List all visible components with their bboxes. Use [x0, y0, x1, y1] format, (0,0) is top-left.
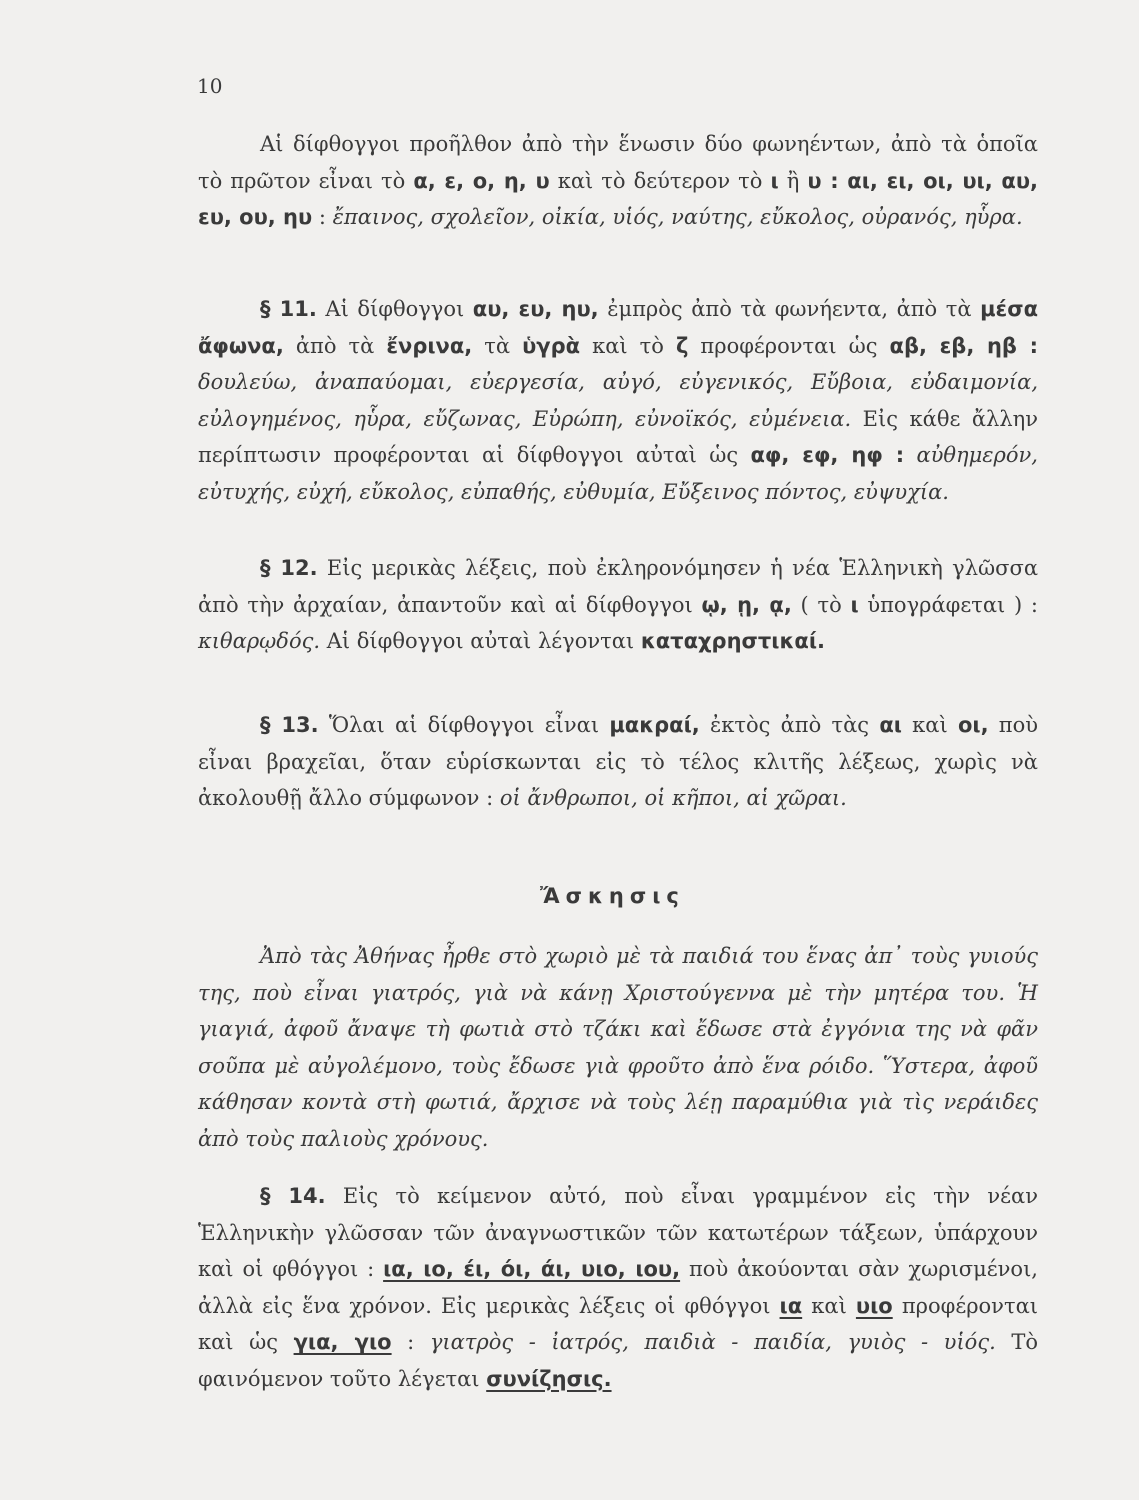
examples: αὐθημερόν, εὐτυχής, εὐχή, εὔκολος, εὐπαθής, εὐθυμία, Εὔξεινος πόντος, εὐψυχία.: [198, 443, 1038, 504]
bold-term: αυ, ευ, ηυ,: [472, 297, 599, 321]
section-11: [198, 291, 1038, 510]
bold-term: ζ: [675, 333, 689, 358]
bold-term: μακραί,: [609, 713, 700, 737]
section-12: [198, 550, 1038, 660]
text: ( τὸ: [791, 592, 851, 617]
bold-term: συνίζησις.: [486, 1366, 612, 1391]
text: ἐκτὸς ἀπὸ τὰς: [699, 713, 880, 737]
text: καὶ: [901, 713, 958, 737]
examples: κιθαρῳδός.: [198, 629, 321, 653]
text: Εἰς κάθε ἄλλην περίπτωσιν προφέρονται αἱ δίφθογγοι αὐταὶ ὡς: [198, 406, 1038, 467]
bold-term: ια, ιο, έι, όι, άι, υιο, ιου,: [383, 1257, 681, 1281]
paragraph-diphthongs-intro: [198, 126, 1038, 236]
text: Αἱ δίφθογγοι αὐταὶ λέγονται: [320, 629, 641, 653]
examples: γιατρὸς - ἰατρός, παιδιὰ - παιδία, γυιὸς - υἱός.: [429, 1330, 996, 1354]
bold-term: ῳ, ῃ, ᾳ,: [701, 592, 792, 617]
text: τὰ: [472, 333, 523, 358]
bold-term: ι: [770, 168, 779, 193]
bold-term: οι,: [957, 713, 989, 737]
text: ποὺ εἶναι βραχεῖαι, ὅταν εὑρίσκωνται εἰς τὸ τέλος κλιτῆς λέξεως, χωρὶς νὰ ἀκολουθῇ ἄλλο σύμφωνον :: [198, 713, 1039, 810]
section-13: [198, 707, 1038, 817]
exercise-heading: Ἄσκησις: [540, 884, 685, 908]
bold-term: υ : αι, ει, οι, υι, αυ, ευ, ου, ηυ: [198, 168, 1038, 229]
exercise-text: Ἀπὸ τὰς Ἀθήνας ἦρθε στὸ χωριὸ μὲ τὰ παιδιά του ἕνας ἀπ᾽ τοὺς γυιούς της, ποὺ εἶναι γιατρός, γιὰ νὰ κάνῃ Χριστούγεννα μὲ τὴν μητέρα του. Ἡ γιαγιά, ἀφοῦ ἄναψε τὴ φωτιὰ στὸ τζάκι καὶ ἔδωσε στὰ ἐγγόνια της νὰ φᾶν σοῦπα μὲ αὐγολέμονο, τοὺς ἔδωσε γιὰ φροῦτο ἀπὸ ἕνα ρόιδο. Ὕστερα, ἀφοῦ κάθησαν κοντὰ στὴ φωτιά, ἄρχισε νὰ τοὺς λέῃ παραμύθια γιὰ τὶς νεράιδες ἀπὸ τοὺς παλιοὺς χρόνους.: [198, 944, 1038, 1151]
text: ἀπὸ τὰ: [283, 333, 387, 358]
bold-term: ὑγρὰ: [522, 333, 581, 358]
bold-term: ια: [779, 1293, 803, 1318]
section-number: § 12.: [260, 556, 318, 580]
section-14: [198, 1178, 1038, 1397]
text: προφέρονται καὶ ὡς: [198, 1293, 1038, 1354]
text: ποὺ ἀκούονται σὰν χωρισμένοι, ἀλλὰ εἰς ἕνα χρόνον. Εἰς μερικὰς λέξεις οἱ φθόγγοι: [198, 1257, 1038, 1318]
bold-term: α, ε, ο, η, υ: [413, 168, 550, 193]
examples: δουλεύω, ἀναπαύομαι, εὐεργεσία, αὐγό, εὐγενικός, Εὔβοια, εὐδαιμονία, εὐλογημένος, ηὗρα, εὔζωνας, Εὐρώπη, εὐνοϊκός, εὐμένεια.: [198, 370, 1038, 431]
bold-term: αι: [879, 713, 902, 737]
bold-term: αφ, εφ, ηφ :: [750, 443, 905, 467]
text: Εἰς μερικὰς λέξεις, ποὺ ἐκληρονόμησεν ἡ νέα Ἑλληνικὴ γλῶσσα ἀπὸ τὴν ἀρχαίαν, ἀπαντοῦν καὶ αἱ δίφθογγοι: [198, 556, 1038, 617]
bold-term: ἔνρινα,: [386, 333, 473, 358]
examples: ἔπαινος, σχολεῖον, οἰκία, υἱός, ναύτης, εὔκολος, οὐρανός, ηὗρα.: [332, 205, 1023, 229]
text: καὶ τὸ δεύτερον τὸ: [549, 168, 771, 193]
text: προφέρονται ὡς: [688, 333, 890, 358]
text: :: [391, 1330, 430, 1354]
bold-term: καταχρηστικαί.: [640, 629, 825, 653]
section-number: § 14.: [260, 1184, 326, 1208]
text: ἐμπρὸς ἀπὸ τὰ φωνήεντα, ἀπὸ τὰ: [598, 297, 981, 321]
text: ὑπογράφεται ) :: [858, 592, 1038, 617]
text: Ὅλαι αἱ δίφθογγοι εἶναι: [318, 713, 610, 737]
text: :: [312, 205, 333, 229]
bold-term: ι: [850, 592, 859, 617]
text: ἢ: [778, 168, 808, 193]
bold-term: αβ, εβ, ηβ :: [889, 333, 1039, 358]
bold-term: μέσα ἄφωνα,: [198, 297, 1039, 358]
bold-term: για, γιο: [293, 1330, 392, 1354]
section-number: § 11.: [260, 297, 317, 321]
text: καὶ: [802, 1293, 856, 1318]
page-number: 10: [197, 74, 223, 98]
text: Αἱ δίφθογγοι προῆλθον ἀπὸ τὴν ἕνωσιν δύο φωνηέντων, ἀπὸ τὰ ὁποῖα τὸ πρῶτον εἶναι τὸ: [198, 132, 1038, 193]
text: Εἰς τὸ κείμενον αὐτό, ποὺ εἶναι γραμμένον εἰς τὴν νέαν Ἑλληνικὴν γλῶσσαν τῶν ἀναγνωστικῶν τῶν κατωτέρων τάξεων, ὑπάρχουν καὶ οἱ φθόγγοι :: [198, 1184, 1039, 1281]
text: καὶ τὸ: [580, 333, 676, 358]
text: Αἱ δίφθογγοι: [316, 297, 473, 321]
examples: οἱ ἄνθρωποι, οἱ κῆποι, αἱ χῶραι.: [499, 786, 847, 810]
text: Τὸ φαινόμενον τοῦτο λέγεται: [198, 1330, 1038, 1391]
section-number: § 13.: [260, 713, 319, 737]
bold-term: υιο: [855, 1293, 893, 1318]
